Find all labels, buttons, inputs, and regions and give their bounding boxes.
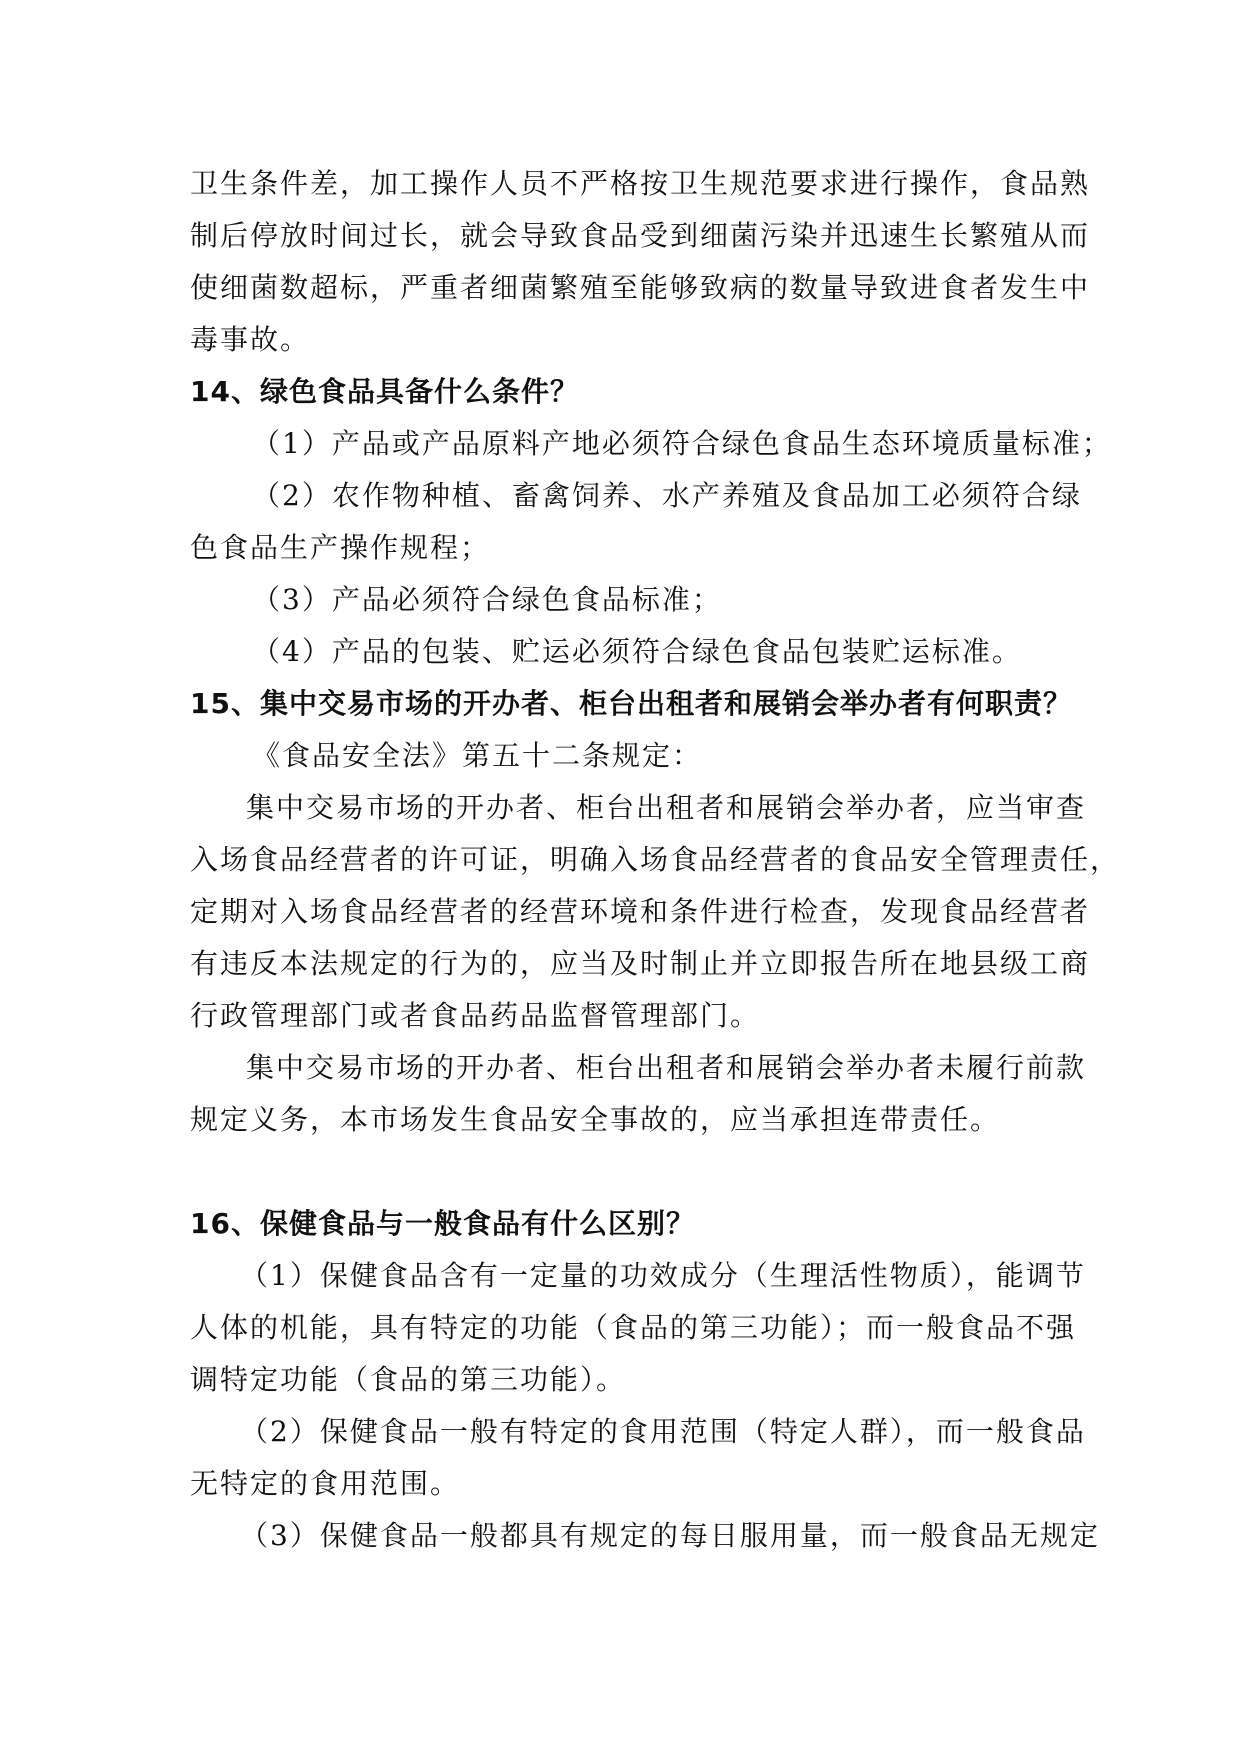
text-line: 色食品生产操作规程；: [190, 531, 491, 564]
text-line: （1）产品或产品原料产地必须符合绿色食品生态环境质量标准；: [252, 427, 1112, 460]
text-line: 集中交易市场的开办者、柜台出租者和展销会举办者，应当审查: [246, 791, 1087, 824]
section-heading: 14、绿色食品具备什么条件？: [190, 375, 579, 408]
text-line: 调特定功能（食品的第三功能）。: [190, 1363, 627, 1396]
text-line: （2）农作物种植、畜禽饲养、水产养殖及食品加工必须符合绿: [252, 479, 1082, 512]
text-line: 卫生条件差，加工操作人员不严格按卫生规范要求进行操作，食品熟: [190, 167, 1091, 200]
text-line: 入场食品经营者的许可证，明确入场食品经营者的食品安全管理责任，: [190, 843, 1121, 876]
section-heading: 15、集中交易市场的开办者、柜台出租者和展销会举办者有何职责？: [190, 687, 1072, 720]
section-q16: [190, 1198, 1100, 1562]
text-line: 行政管理部门或者食品药品监督管理部门。: [190, 999, 761, 1032]
section-heading: 16、保健食品与一般食品有什么区别？: [190, 1207, 695, 1240]
text-line: 有违反本法规定的行为的，应当及时制止并立即报告所在地县级工商: [190, 947, 1091, 980]
text-line: （3）保健食品一般都具有规定的每日服用量，而一般食品无规定: [240, 1519, 1100, 1552]
text-line: 毒事故。: [190, 323, 311, 356]
text-line: （2）保健食品一般有特定的食用范围（特定人群），而一般食品: [240, 1415, 1086, 1448]
intro-paragraph: [190, 158, 1091, 366]
text-line: （4）产品的包装、贮运必须符合绿色食品包装贮运标准。: [252, 635, 1022, 668]
paragraph-gap: [190, 1146, 1070, 1198]
text-line: 规定义务，本市场发生食品安全事故的，应当承担连带责任。: [190, 1103, 1001, 1136]
text-line: （1）保健食品含有一定量的功效成分（生理活性物质），能调节: [240, 1259, 1086, 1292]
section-q14: [190, 366, 1112, 678]
text-line: 《食品安全法》第五十二条规定：: [252, 739, 703, 772]
text-line: 制后停放时间过长，就会导致食品受到细菌污染并迅速生长繁殖从而: [190, 219, 1091, 252]
text-line: 使细菌数超标，严重者细菌繁殖至能够致病的数量导致进食者发生中: [190, 271, 1091, 304]
text-line: 人体的机能，具有特定的功能（食品的第三功能）；而一般食品不强: [190, 1311, 1077, 1344]
section-q15: [190, 678, 1121, 1146]
text-line: 定期对入场食品经营者的经营环境和条件进行检查，发现食品经营者: [190, 895, 1091, 928]
text-line: （3）产品必须符合绿色食品标准；: [252, 583, 722, 616]
document-page: [190, 158, 1121, 1562]
text-line: 无特定的食用范围。: [190, 1467, 461, 1500]
text-line: 集中交易市场的开办者、柜台出租者和展销会举办者未履行前款: [246, 1051, 1087, 1084]
